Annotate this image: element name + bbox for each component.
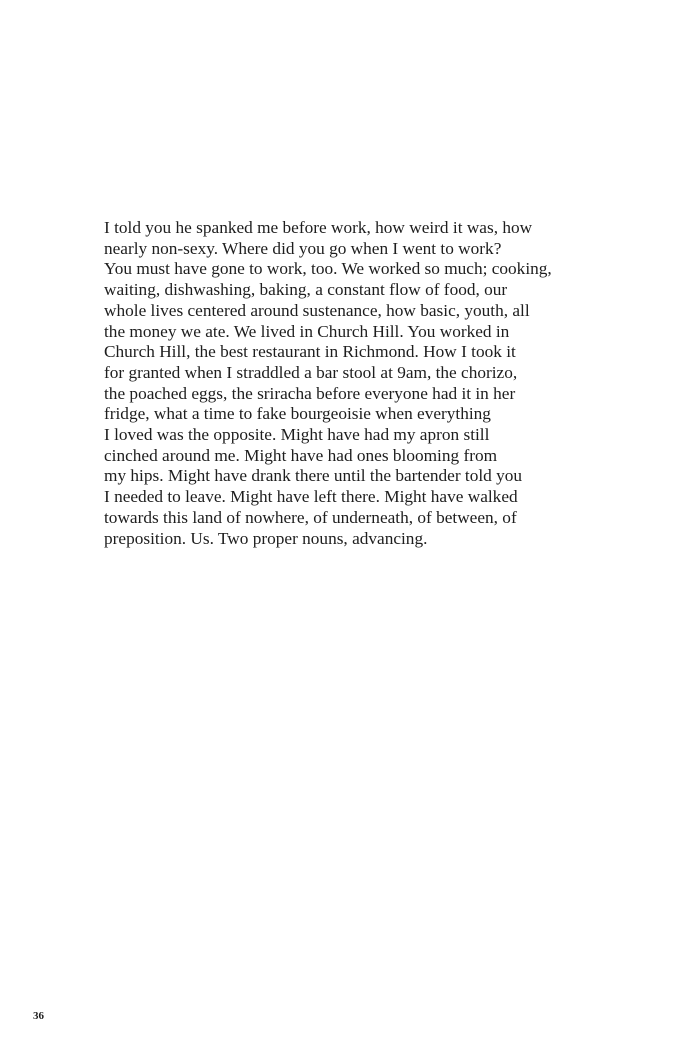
prose-poem	[104, 218, 574, 549]
poem-line: towards this land of nowhere, of underneath, of between, of	[104, 507, 517, 527]
poem-line: preposition. Us. Two proper nouns, advancing.	[104, 528, 428, 548]
poem-line: cinched around me. Might have had ones blooming from	[104, 445, 498, 465]
poem-line: I told you he spanked me before work, how weird it was, how	[104, 218, 533, 237]
poem-line: whole lives centered around sustenance, how basic, youth, all	[104, 300, 530, 320]
poem-line: the poached eggs, the sriracha before everyone had it in her	[104, 383, 516, 403]
poem-line: the money we ate. We lived in Church Hill. You worked in	[104, 321, 510, 341]
poem-line: You must have gone to work, too. We worked so much; cooking,	[104, 259, 552, 279]
poem-line: for granted when I straddled a bar stool at 9am, the chorizo,	[104, 362, 518, 382]
poem-line: Church Hill, the best restaurant in Richmond. How I took it	[104, 342, 516, 362]
poem-line: my hips. Might have drank there until the bartender told you	[104, 466, 523, 486]
poem-line: I needed to leave. Might have left there. Might have walked	[104, 487, 518, 507]
poem-line: waiting, dishwashing, baking, a constant flow of food, our	[104, 280, 508, 300]
poem-line: I loved was the opposite. Might have had my apron still	[104, 425, 490, 445]
poem-line: nearly non-sexy. Where did you go when I went to work?	[104, 238, 502, 258]
poem-line: fridge, what a time to fake bourgeoisie when everything	[104, 404, 491, 424]
page-number: 36	[33, 1010, 44, 1022]
